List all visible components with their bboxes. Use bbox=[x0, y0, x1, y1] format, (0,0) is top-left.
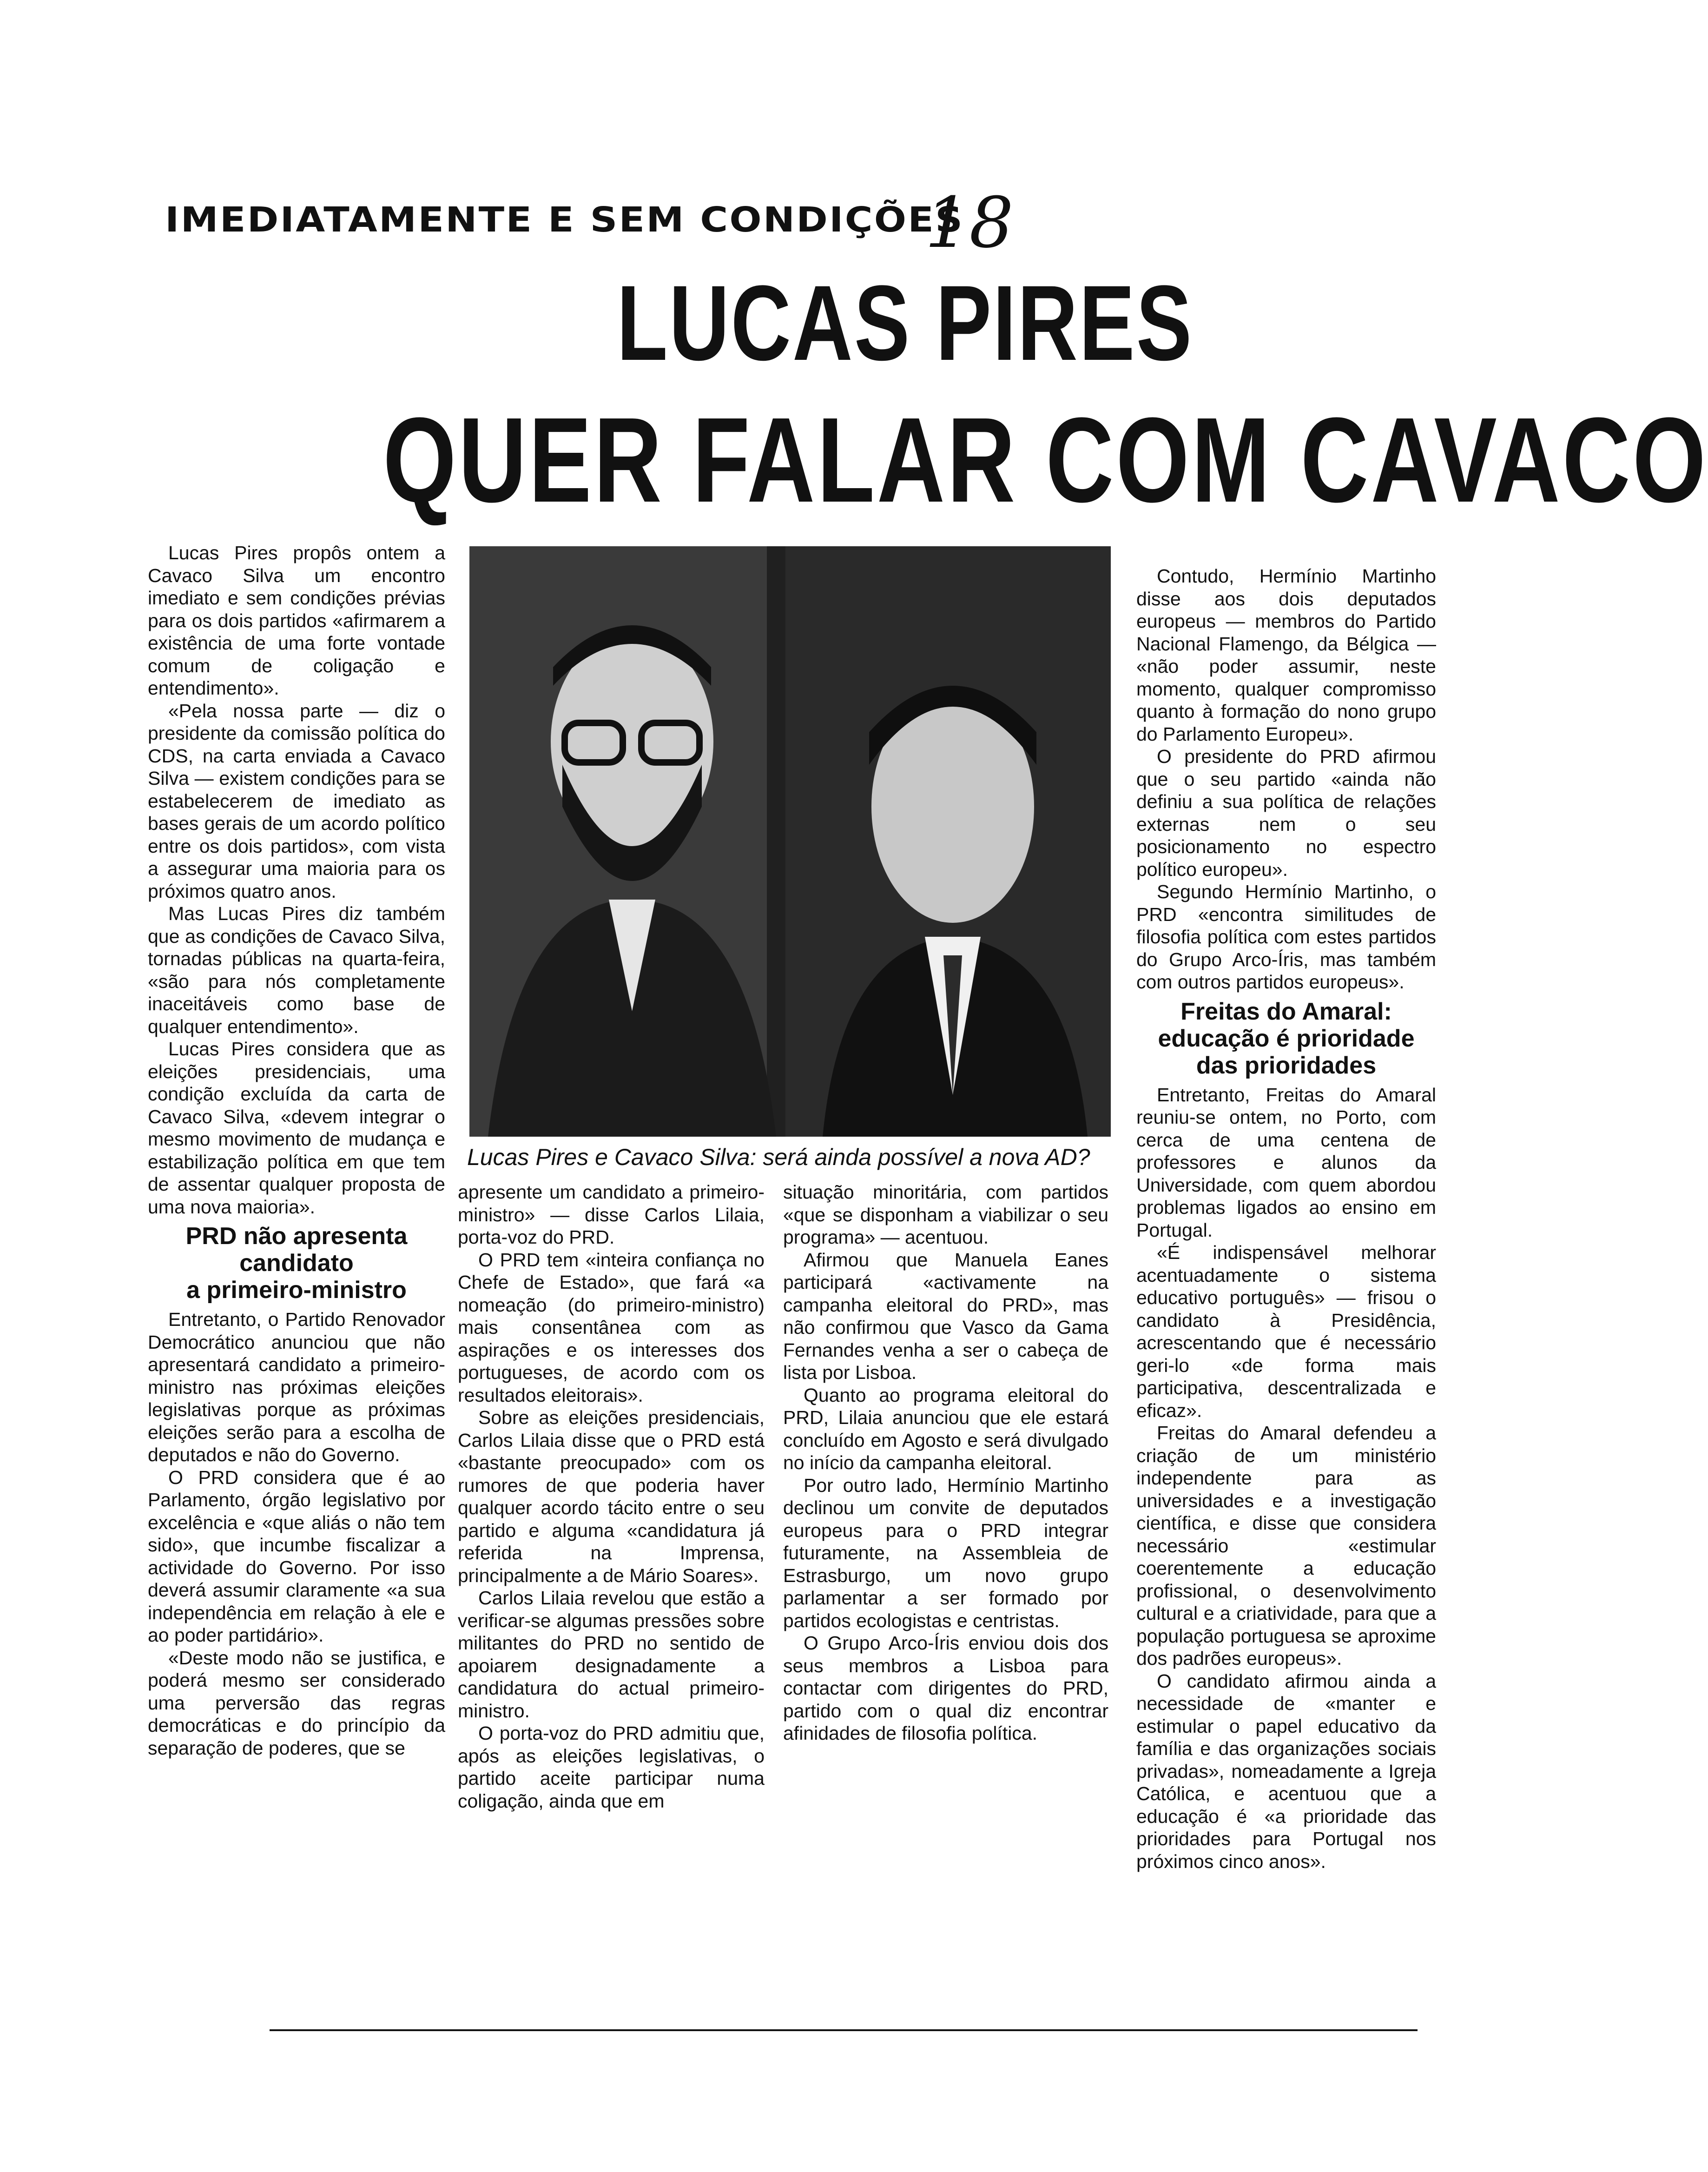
paragraph: «Pela nossa parte — diz o presidente da comissão política do CDS, na carta enviada a Cavaco Silva — existem condições para se estabelecerem de imediato as bases gerais de um acordo político entre os dois partidos», com vista a assegurar uma maioria para os próximos quatro anos. bbox=[148, 700, 445, 902]
paragraph: Contudo, Hermínio Martinho disse aos dois deputados europeus — membros do Partido Nacional Flamengo, da Bélgica — «não poder assumir, neste momento, qualquer compromisso quanto à formação do nono grupo do Parlamento Europeu». bbox=[1136, 565, 1436, 745]
paragraph: «Deste modo não se justifica, e poderá mesmo ser considerado uma perversão das regras democráticas e do princípio da separação de poderes, que se bbox=[148, 1647, 445, 1759]
paragraph: Lucas Pires propôs ontem a Cavaco Silva um encontro imediato e sem condições prévias para os dois partidos «afirmarem a existência de uma forte vontade comum de coligação e entendimento». bbox=[148, 542, 445, 699]
paragraph: Entretanto, Freitas do Amaral reuniu-se ontem, no Porto, com cerca de uma centena de professores e alunos da Universidade, com quem abordou problemas ligados ao ensino em Portugal. bbox=[1136, 1084, 1436, 1241]
paragraph: O PRD considera que é ao Parlamento, órgão legislativo por excelência e «que aliás o não tem sido», que incumbe fiscalizar a actividade do Governo. Por isso deverá assumir claramente «a sua independência em relação à ele e ao poder partidário». bbox=[148, 1466, 445, 1646]
paragraph: apresente um candidato a primeiro-ministro» — disse Carlos Lilaia, porta-voz do PRD. bbox=[458, 1181, 765, 1248]
column-middle-1 bbox=[458, 1181, 765, 1812]
column-left bbox=[148, 542, 445, 1759]
photo-caption: Lucas Pires e Cavaco Silva: será ainda possível a nova AD? bbox=[467, 1144, 1090, 1170]
paragraph: O porta-voz do PRD admitiu que, após as eleições legislativas, o partido aceite participar numa coligação, ainda que em bbox=[458, 1722, 765, 1812]
paragraph: Carlos Lilaia revelou que estão a verificar-se algumas pressões sobre militantes do PRD no sentido de apoiarem designadamente a candidatura do actual primeiro-ministro. bbox=[458, 1587, 765, 1722]
paragraph: O Grupo Arco-Íris enviou dois dos seus membros a Lisboa para contactar com dirigentes do PRD, partido com o qual diz encontrar afinidades de filosofia política. bbox=[783, 1632, 1108, 1744]
headline-line-1: LUCAS PIRES bbox=[617, 263, 1194, 383]
paragraph: Por outro lado, Hermínio Martinho declinou um convite de deputados europeus para o PRD integrar futuramente, na Assembleia de Estrasburgo, um novo grupo parlamentar a ser formado por partidos ecologistas e centristas. bbox=[783, 1474, 1108, 1631]
bottom-rule bbox=[270, 2029, 1418, 2031]
headline-line-2: QUER FALAR COM CAVACO bbox=[383, 393, 1708, 528]
paragraph: O PRD tem «inteira confiança no Chefe de Estado», que fará «a nomeação (do primeiro-ministro) mais consentânea com as aspirações e os interesses dos portugueses, de acordo com os resultados eleitorais». bbox=[458, 1249, 765, 1406]
column-middle-2 bbox=[783, 1181, 1108, 1745]
handwritten-note: 18 bbox=[925, 183, 1014, 264]
paragraph: O candidato afirmou ainda a necessidade de «manter e estimular o papel educativo da família e das organizações sociais privadas», nomeadamente a Igreja Católica, e acentuou que a educação é «a prioridade das prioridades para Portugal nos próximos cinco anos». bbox=[1136, 1670, 1436, 1872]
paragraph: Lucas Pires considera que as eleições presidenciais, uma condição excluída da carta de Cavaco Silva, «devem integrar o mesmo movimento de mudança e estabilização política em que tem de assentar qualquer proposta de uma nova maioria». bbox=[148, 1038, 445, 1218]
paragraph: Mas Lucas Pires diz também que as condições de Cavaco Silva, tornadas públicas na quarta-feira, «são para nós completamente inaceitáveis como base de qualquer entendimento». bbox=[148, 903, 445, 1037]
paragraph: «É indispensável melhorar acentuadamente o sistema educativo português» — frisou o candidato à Presidência, acrescentando que é necessário geri-lo «de forma mais participativa, descentralizada e eficaz». bbox=[1136, 1242, 1436, 1421]
paragraph: Afirmou que Manuela Eanes participará «activamente na campanha eleitoral do PRD», mas não confirmou que Vasco da Gama Fernandes venha a ser o cabeça de lista por Lisboa. bbox=[783, 1249, 1108, 1383]
paragraph: Entretanto, o Partido Renovador Democrático anunciou que não apresentará candidato a primeiro-ministro nas próximas eleições legislativas porque as próximas eleições serão para a escolha de deputados e não do Governo. bbox=[148, 1309, 445, 1465]
subheading-prd: PRD não apresenta candidato a primeiro-ministro bbox=[185, 1223, 408, 1304]
paragraph: situação minoritária, com partidos «que se disponham a viabilizar o seu programa» — acentuou. bbox=[783, 1181, 1108, 1248]
paragraph: Segundo Hermínio Martinho, o PRD «encontra similitudes de filosofia política com estes partidos do Grupo Arco-Íris, mas também com outros partidos europeus». bbox=[1136, 881, 1436, 993]
photo-illustration bbox=[469, 546, 1111, 1137]
subheading-freitas: Freitas do Amaral: educação é prioridade das prioridades bbox=[1158, 998, 1415, 1079]
paragraph: Quanto ao programa eleitoral do PRD, Lilaia anunciou que ele estará concluído em Agosto e será divulgado no início da campanha eleitoral. bbox=[783, 1384, 1108, 1473]
photo-lucas-pires-cavaco-silva bbox=[469, 546, 1111, 1137]
kicker-headline: IMEDIATAMENTE E SEM CONDIÇÕES bbox=[165, 200, 964, 240]
paragraph: O presidente do PRD afirmou que o seu partido «ainda não definiu a sua política de relações externas nem o seu posicionamento no espectro político europeu». bbox=[1136, 746, 1436, 880]
paragraph: Freitas do Amaral defendeu a criação de um ministério independente para as universidades e a investigação científica, e disse que considera necessário «estimular coerentemente a educação profissional, o desenvolvimento cultural e a criatividade, para que a população portuguesa se aproxime dos padrões europeus». bbox=[1136, 1422, 1436, 1669]
column-right bbox=[1136, 565, 1436, 1873]
paragraph: Sobre as eleições presidenciais, Carlos Lilaia disse que o PRD está «bastante preocupado» com os rumores de que poderia haver qualquer acordo tácito entre o seu partido e alguma «candidatura já referida na Imprensa, principalmente a de Mário Soares». bbox=[458, 1407, 765, 1586]
